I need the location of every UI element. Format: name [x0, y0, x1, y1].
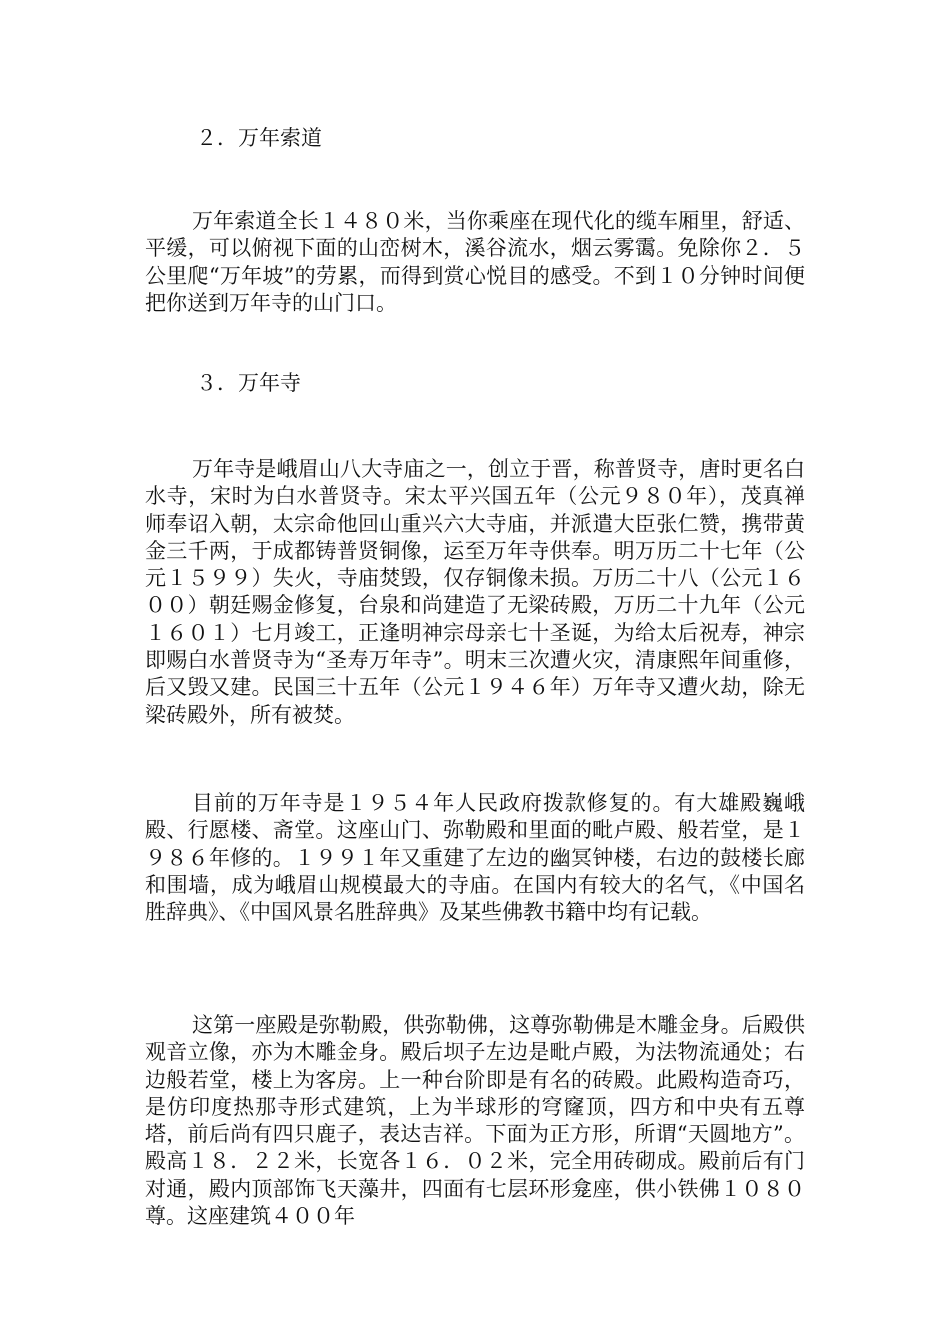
paragraph-temple-current: 目前的万年寺是１９５４年人民政府拨款修复的。有大雄殿巍峨殿、行愿楼、斋堂。这座山门、弥勒殿和里面的毗卢殿、般若堂，是１９８６年修的。１９９１年又重建了左边的幽冥钟楼，右边的鼓楼长廊和围墙，成为峨眉山规模最大的寺庙。在国内有较大的名气，《中国名胜辞典》、《中国风景名胜辞典》及某些佛教书籍中均有记载。	[145, 791, 805, 925]
section-heading-wannian-temple: ３．万年寺	[196, 371, 301, 395]
paragraph-temple-history: 万年寺是峨眉山八大寺庙之一，创立于晋，称普贤寺，唐时更名白水寺，宋时为白水普贤寺。宋太平兴国五年（公元９８０年），茂真禅师奉诏入朝，太宗命他回山重兴六大寺庙，并派遣大臣张仁赞，携带黄金三千两，于成都铸普贤铜像，运至万年寺供奉。明万历二十七年（公元１５９９）失火，寺庙焚毁，仅存铜像未损。万历二十八（公元１６００）朝廷赐金修复，台泉和尚建造了无梁砖殿，万历二十九年（公元１６０１）七月竣工，正逢明神宗母亲七十圣诞，为给太后祝寿，神宗即赐白水普贤寺为“圣寿万年寺”。明末三次遭火灾，清康熙年间重修，后又毁又建。民国三十五年（公元１９４６年）万年寺又遭火劫，除无梁砖殿外，所有被焚。	[145, 457, 805, 727]
paragraph-cableway: 万年索道全长１４８０米，当你乘座在现代化的缆车厢里，舒适、平缓，可以俯视下面的山峦树木，溪谷流水，烟云雾霭。免除你２．５公里爬“万年坡”的劳累，而得到赏心悦目的感受。不到１０分钟时间便把你送到万年寺的山门口。	[145, 209, 805, 315]
paragraph-temple-halls: 这第一座殿是弥勒殿，供弥勒佛，这尊弥勒佛是木雕金身。后殿供观音立像，亦为木雕金身。殿后坝子左边是毗卢殿，为法物流通处；右边般若堂，楼上为客房。上一种台阶即是有名的砖殿。此殿构造奇巧，是仿印度热那寺形式建筑，上为半球形的穹窿顶，四方和中央有五尊塔，前后尚有四只鹿子，表达吉祥。下面为正方形，所谓“天圆地方”。殿高１８．２２米，长宽各１６．０２米，完全用砖砌成。殿前后有门对通，殿内顶部饰飞天藻井，四面有七层环形龛座，供小铁佛１０８０尊。这座建筑４００年	[145, 1013, 805, 1229]
section-heading-wannian-cableway: ２．万年索道	[196, 126, 322, 150]
